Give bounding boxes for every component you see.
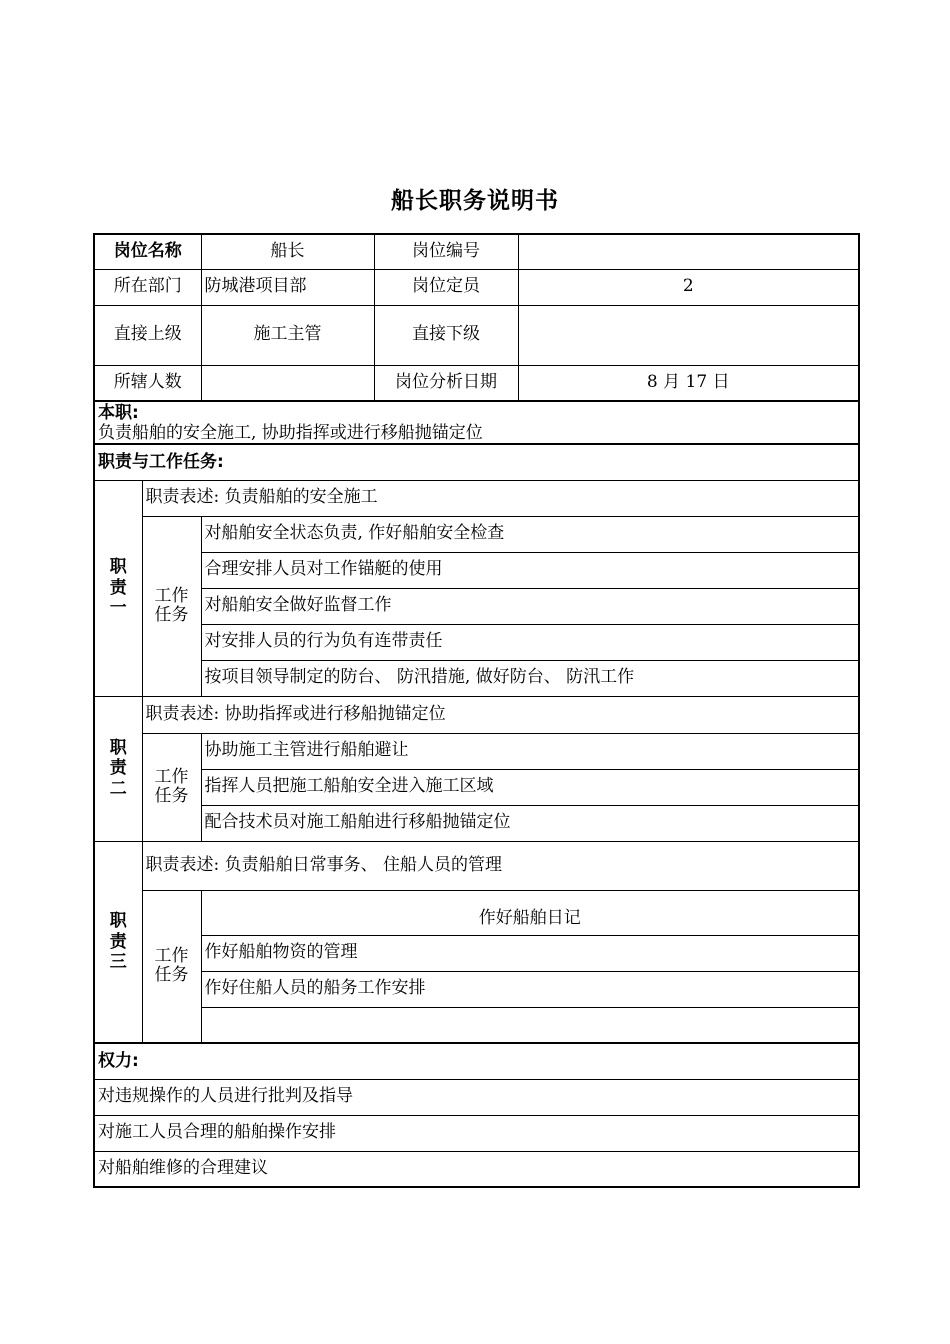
superior-label: 直接上级 xyxy=(94,305,201,365)
duty-3-label: 职 责 三 xyxy=(94,841,142,1043)
duty-1-task: 对船舶安全状态负责, 作好船舶安全检查 xyxy=(201,516,859,552)
duty-1-statement: 职责表述: 负责船舶的安全施工 xyxy=(142,480,859,516)
duty-3-task-label: 工作 任务 xyxy=(142,890,201,1043)
duty-3-task: 作好船舶物资的管理 xyxy=(201,935,859,971)
job-description-table xyxy=(93,233,860,1188)
superior-value: 施工主管 xyxy=(201,305,374,365)
subordinate-label: 直接下级 xyxy=(374,305,518,365)
duty-1-label: 职 责 一 xyxy=(94,480,142,696)
authority-heading: 权力: xyxy=(94,1043,859,1079)
position-no-label: 岗位编号 xyxy=(374,234,518,269)
duty-2-task: 协助施工主管进行船舶避让 xyxy=(201,733,859,769)
duty-1-task: 对安排人员的行为负有连带责任 xyxy=(201,624,859,660)
duty-3-task: 作好船舶日记 xyxy=(201,890,859,935)
duty-2-label: 职 责 二 xyxy=(94,696,142,841)
authority-item: 对施工人员合理的船舶操作安排 xyxy=(94,1115,859,1151)
duty-3-task: 作好住船人员的船务工作安排 xyxy=(201,971,859,1007)
managed-count-value xyxy=(201,365,374,401)
main-duty-cell xyxy=(94,401,859,444)
main-duty-label: 本职: xyxy=(98,403,139,423)
duty-2-task-label: 工作 任务 xyxy=(142,733,201,841)
analysis-date-label: 岗位分析日期 xyxy=(374,365,518,401)
page-title: 船长职务说明书 xyxy=(391,188,559,214)
department-label: 所在部门 xyxy=(94,269,201,305)
duties-heading: 职责与工作任务: xyxy=(94,444,859,480)
managed-count-label: 所辖人数 xyxy=(94,365,201,401)
analysis-date-value: 8 月 17 日 xyxy=(518,365,859,401)
headcount-value: 2 xyxy=(518,269,859,305)
duty-1-task: 合理安排人员对工作锚艇的使用 xyxy=(201,552,859,588)
position-no-value xyxy=(518,234,859,269)
department-value: 防城港项目部 xyxy=(201,269,374,305)
headcount-label: 岗位定员 xyxy=(374,269,518,305)
authority-item: 对违规操作的人员进行批判及指导 xyxy=(94,1079,859,1115)
duty-2-task: 指挥人员把施工船舶安全进入施工区域 xyxy=(201,769,859,805)
subordinate-value xyxy=(518,305,859,365)
main-duty-text: 负责船舶的安全施工, 协助指挥或进行移船抛锚定位 xyxy=(98,422,483,443)
duty-2-task: 配合技术员对施工船舶进行移船抛锚定位 xyxy=(201,805,859,841)
authority-item: 对船舶维修的合理建议 xyxy=(94,1151,859,1187)
duty-1-task: 按项目领导制定的防台、 防汛措施, 做好防台、 防汛工作 xyxy=(201,660,859,696)
position-name-label: 岗位名称 xyxy=(94,234,201,269)
duty-3-task xyxy=(201,1007,859,1043)
duty-1-task-label: 工作 任务 xyxy=(142,516,201,696)
duty-3-statement: 职责表述: 负责船舶日常事务、 住船人员的管理 xyxy=(142,841,859,890)
duty-1-task: 对船舶安全做好监督工作 xyxy=(201,588,859,624)
position-name-value: 船长 xyxy=(201,234,374,269)
duty-2-statement: 职责表述: 协助指挥或进行移船抛锚定位 xyxy=(142,696,859,733)
